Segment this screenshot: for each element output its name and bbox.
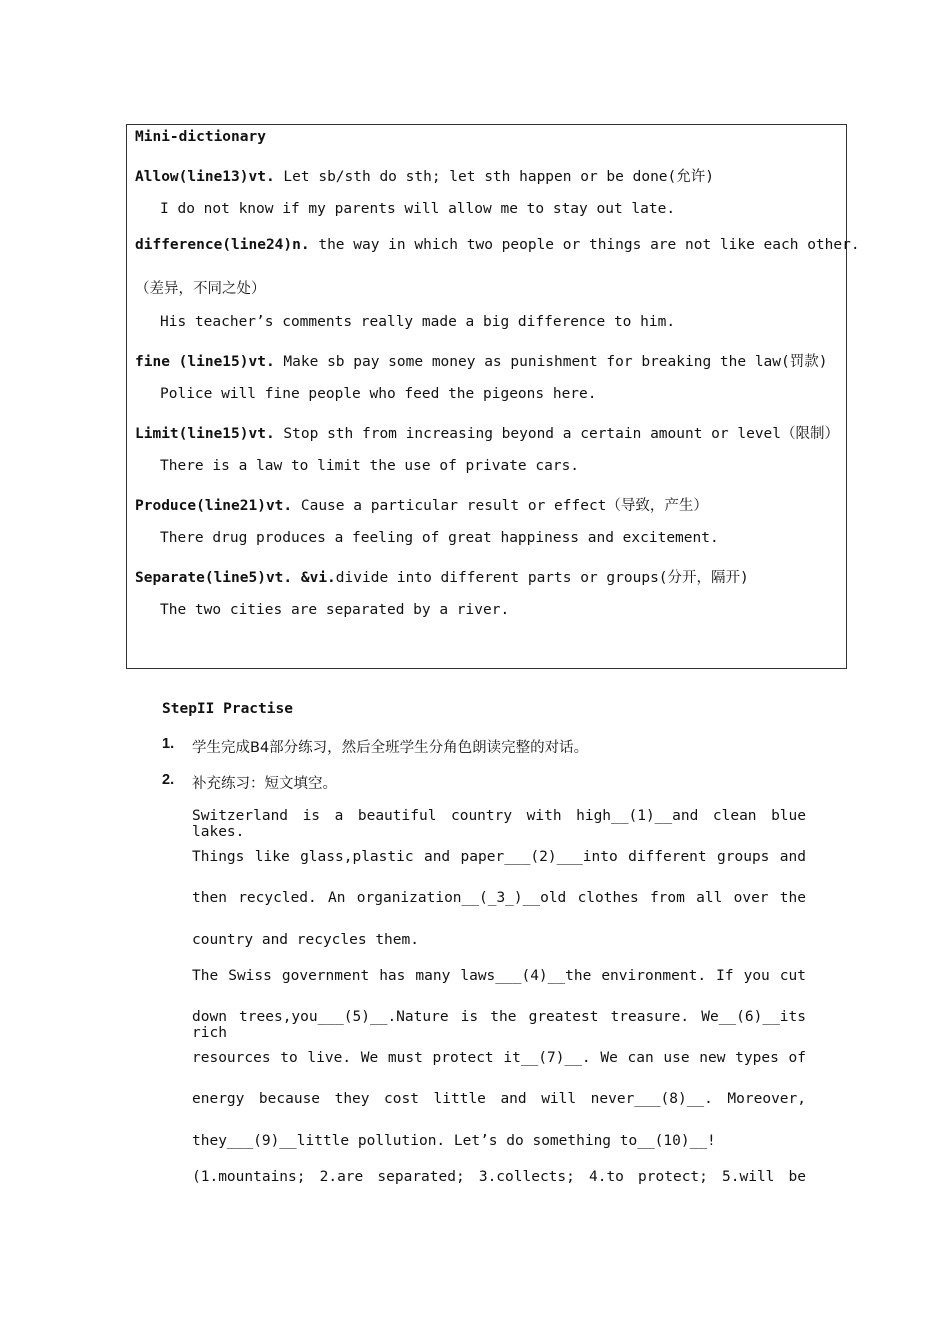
item-text: 学生完成B4部分练习，然后全班学生分角色朗读完整的对话。: [192, 740, 589, 756]
passage-line: The Swiss government has many laws___(4)__the environment. If you cut: [192, 968, 806, 984]
passage-line: Things like glass,plastic and paper___(2)___into different groups and: [192, 849, 806, 865]
practise-heading: StepII Practise: [162, 701, 293, 717]
passage-line: down trees,you___(5)__.Nature is the greatest treasure. We__(6)__its rich: [192, 1009, 806, 1041]
entry-definition: Cause a particular result or effect（导致，产生）: [292, 498, 708, 514]
entry-example: His teacher’s comments really made a big difference to him.: [160, 314, 676, 330]
dictionary-title: Mini-dictionary: [135, 129, 266, 145]
entry-term: Limit(line15)vt.: [135, 426, 275, 442]
entry-term: Separate(line5)vt. &vi.: [135, 570, 336, 586]
entry-definition: Stop sth from increasing beyond a certain amount or level（限制）: [274, 426, 840, 442]
entry-example: I do not know if my parents will allow me to stay out late.: [160, 201, 676, 217]
passage-line: country and recycles them.: [192, 932, 419, 948]
passage-line: they___(9)__little pollution. Let’s do something to__(10)__!: [192, 1133, 716, 1149]
entry-term: fine (line15)vt.: [135, 354, 275, 370]
entry-definition: Make sb pay some money as punishment for breaking the law(罚款): [274, 354, 828, 370]
entry-example: There drug produces a feeling of great happiness and excitement.: [160, 530, 719, 546]
entry-difference: [135, 237, 860, 253]
entry-example: The two cities are separated by a river.: [160, 602, 510, 618]
entry-allow: [135, 165, 714, 186]
entry-term: Produce(line21)vt.: [135, 498, 293, 514]
entry-fine: [135, 350, 827, 371]
passage-line: Switzerland is a beautiful country with high__(1)__and clean blue lakes.: [192, 808, 806, 840]
entry-separate: [135, 566, 749, 587]
practise-item: [162, 772, 337, 792]
passage-line: resources to live. We must protect it__(7)__. We can use new types of: [192, 1050, 806, 1066]
entry-example: There is a law to limit the use of private cars.: [160, 458, 580, 474]
entry-produce: [135, 494, 708, 515]
entry-definition: divide into different parts or groups(分开，隔开): [335, 570, 749, 586]
passage-line: energy because they cost little and will never___(8)__. Moreover,: [192, 1091, 806, 1107]
passage-line: then recycled. An organization__(_3_)__old clothes from all over the: [192, 890, 806, 906]
entry-limit: [135, 422, 839, 443]
entry-definition-continued: （差异，不同之处）: [135, 281, 266, 297]
passage-line: (1.mountains; 2.are separated; 3.collects; 4.to protect; 5.will be: [192, 1169, 806, 1185]
item-number: 2.: [162, 772, 175, 788]
entry-term: Allow(line13)vt.: [135, 169, 275, 185]
entry-example: Police will fine people who feed the pigeons here.: [160, 386, 597, 402]
entry-definition: the way in which two people or things are not like each other.: [309, 237, 860, 253]
item-text: 补充练习：短文填空。: [192, 776, 337, 792]
entry-definition: Let sb/sth do sth; let sth happen or be done(允许): [274, 169, 714, 185]
entry-term: difference(line24)n.: [135, 237, 310, 253]
item-number: 1.: [162, 736, 175, 752]
practise-item: [162, 736, 589, 756]
